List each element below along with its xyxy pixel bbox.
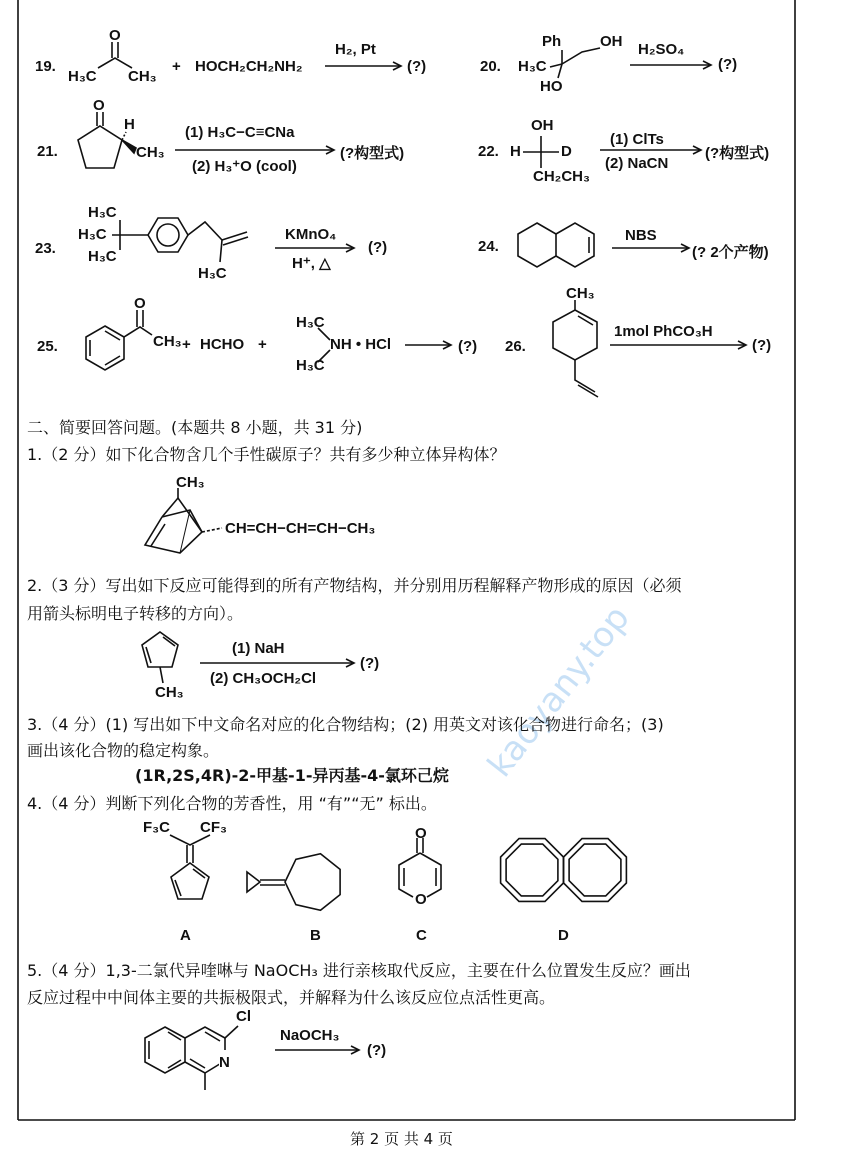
diol-structure [550, 48, 600, 78]
atom-label: H₃C [88, 204, 117, 221]
atom-label: H₃C [296, 357, 325, 374]
compound-label-d: D [558, 927, 569, 944]
product: (?) [407, 58, 427, 75]
atom-label: Cl [236, 1008, 251, 1025]
question-4-text: 4.（4 分）判断下列化合物的芳香性，用 “有”“无” 标出。 [27, 794, 437, 813]
atom-label: CH₃ [176, 474, 205, 491]
product: (?构型式) [705, 145, 770, 162]
methylcyclopentadiene-structure [142, 632, 178, 683]
product: (?) [368, 239, 388, 256]
compound-label-b: B [310, 927, 321, 944]
product: (?) [360, 655, 380, 672]
compound-name: (1R,2S,4R)-2-甲基-1-异丙基-4-氯环己烷 [135, 766, 449, 785]
question-number-25: 25. [37, 338, 58, 355]
page-footer: 第 2 页 共 4 页 [350, 1130, 453, 1148]
compound-label-c: C [416, 927, 427, 944]
compound-b-structure [247, 854, 340, 911]
section-heading: 二、简要回答问题。(本题共 8 小题，共 31 分) [27, 418, 363, 437]
atom-label: O [415, 891, 427, 908]
condition: (2) NaCN [605, 155, 669, 172]
atom-label: CF₃ [200, 819, 227, 836]
atom-label: CH₃ [136, 144, 165, 161]
atom-label: H₃C [296, 314, 325, 331]
atom-label: D [561, 143, 572, 160]
reagent: HOCH₂CH₂NH₂ [195, 58, 303, 75]
acetone-structure [98, 42, 132, 68]
atom-label: OH [600, 33, 623, 50]
question-3-text-line2: 画出该化合物的稳定构象。 [27, 741, 220, 760]
fischer-projection [523, 136, 559, 168]
question-number-26: 26. [505, 338, 526, 355]
condition: (1) NaH [232, 640, 285, 657]
question-5-text-line1: 5.（4 分）1,3-二氯代异喹啉与 NaOCH₃ 进行亲核取代反应，主要在什么位置发生反应？画出 [27, 961, 691, 980]
product: (? 2个产物) [692, 244, 769, 261]
atom-label: CH₃ [566, 285, 595, 302]
reagent: NH • HCl [330, 336, 392, 353]
question-number-19: 19. [35, 58, 56, 75]
compound-d-structure [501, 839, 627, 902]
atom-label: HO [540, 78, 563, 95]
condition: 1mol PhCO₃H [614, 323, 713, 340]
question-number-21: 21. [37, 143, 58, 160]
condition: NaOCH₃ [280, 1027, 340, 1044]
atom-label: CH₂CH₃ [533, 168, 590, 185]
question-1-text: 1.（2 分）如下化合物含几个手性碳原子？共有多少种立体异构体？ [27, 445, 506, 464]
condition: (1) H₃C−C≡CNa [185, 124, 295, 141]
condition: H⁺, △ [292, 255, 331, 272]
compound-a-structure [170, 835, 210, 899]
question-3-text-line1: 3.（4 分）(1) 写出如下中文命名对应的化合物结构；(2) 用英文对该化合物进行命名；(3) [27, 715, 664, 734]
product: (?) [752, 337, 772, 354]
condition: (2) H₃⁺O (cool) [192, 158, 297, 175]
condition: KMnO₄ [285, 226, 337, 243]
condition: (1) ClTs [610, 131, 664, 148]
atom-label: OH [531, 117, 554, 134]
atom-label: F₃C [143, 819, 170, 836]
norbornene-structure [145, 488, 222, 553]
tert-butylbenzene-alkene-structure [112, 218, 248, 262]
compound-label-a: A [180, 927, 191, 944]
atom-label: O [415, 825, 427, 842]
product: (?) [718, 56, 738, 73]
atom-label: Ph [542, 33, 562, 50]
substituent-chain: CH=CH−CH=CH−CH₃ [225, 520, 376, 537]
product: (?构型式) [340, 145, 405, 162]
question-2-text-line2: 用箭头标明电子转移的方向）。 [27, 604, 244, 623]
question-5-text-line2: 反应过程中中间体主要的共振极限式，并解释为什么该反应位点活性更高。 [27, 988, 556, 1007]
atom-label: H₃C [78, 226, 107, 243]
question-number-20: 20. [480, 58, 501, 75]
condition: H₂, Pt [335, 41, 376, 58]
atom-label: CH₃ [155, 684, 184, 701]
limonene-structure [553, 300, 598, 397]
atom-label: H [124, 116, 135, 133]
product: (?) [367, 1042, 387, 1059]
acetophenone-structure [86, 310, 152, 370]
atom-label: O [134, 295, 146, 312]
atom-label: O [109, 27, 121, 44]
reagent: HCHO [200, 336, 245, 353]
condition: H₂SO₄ [638, 41, 685, 58]
atom-label: H₃C [198, 265, 227, 282]
atom-label: H₃C [88, 248, 117, 265]
plus-sign: + [172, 58, 181, 75]
atom-label: H₃C [518, 58, 547, 75]
atom-label: CH₃ [128, 68, 157, 85]
question-2-text-line1: 2.（3 分）写出如下反应可能得到的所有产物结构，并分别用历程解释产物形成的原因（必须 [27, 576, 682, 595]
question-number-22: 22. [478, 143, 499, 160]
atom-label: H [510, 143, 521, 160]
atom-label: H₃C [68, 68, 97, 85]
question-number-23: 23. [35, 240, 56, 257]
condition: (2) CH₃OCH₂Cl [210, 670, 317, 687]
atom-label: N [219, 1054, 230, 1071]
watermark: kaoyany.top [480, 598, 638, 785]
condition: NBS [625, 227, 657, 244]
octahydronaphthalene-structure [518, 223, 594, 267]
atom-label: CH₃ [153, 333, 182, 350]
product: (?) [458, 338, 478, 355]
atom-label: O [93, 97, 105, 114]
question-number-24: 24. [478, 238, 499, 255]
compound-c-structure [399, 838, 441, 897]
plus-sign: + [182, 336, 191, 353]
plus-sign: + [258, 336, 267, 353]
